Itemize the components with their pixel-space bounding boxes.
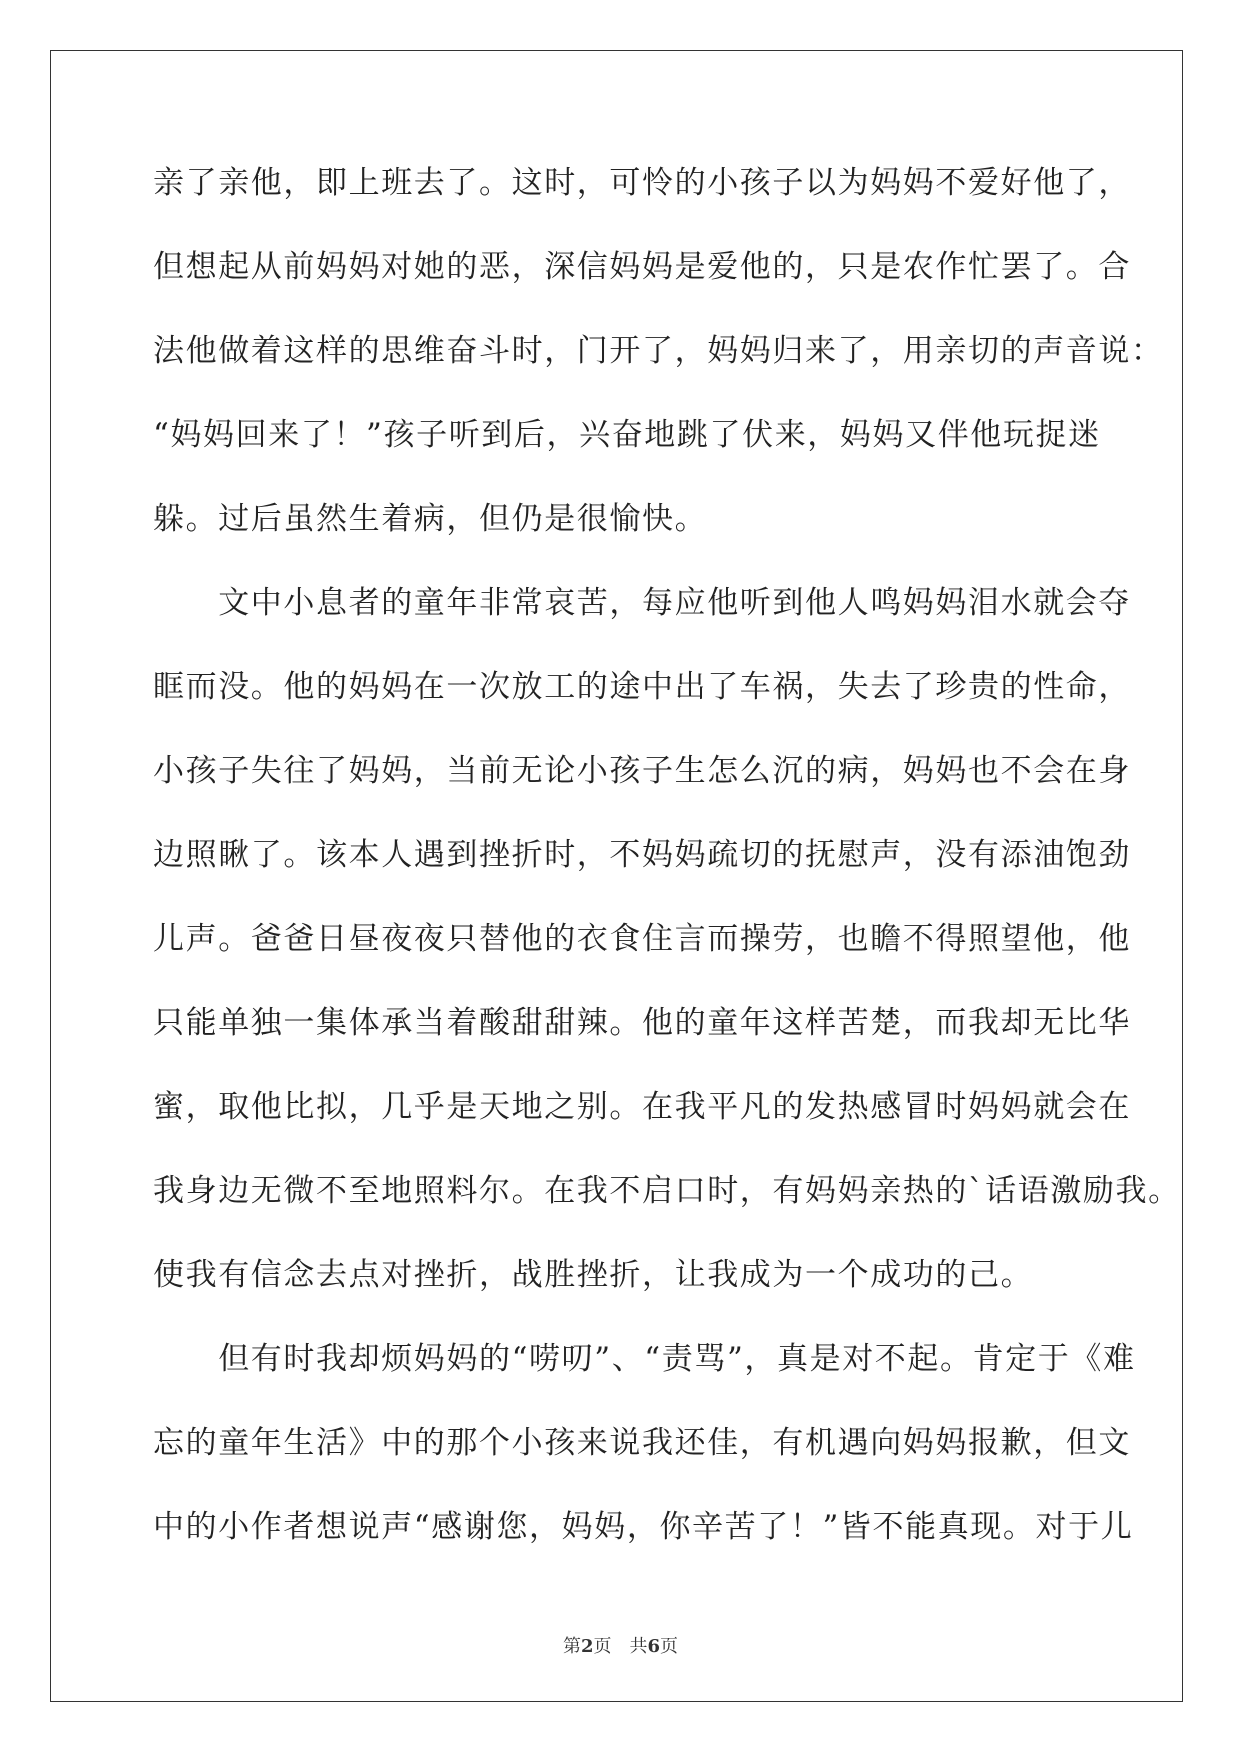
current-page-number: 2 [580, 1636, 594, 1657]
text-line: 使我有信念去点对挫折，战胜挫折，让我成为一个成功的己。 [153, 1257, 1034, 1293]
text-line: 法他做着这样的思维奋斗时，门开了，妈妈归来了，用亲切的声音说： [153, 333, 1164, 369]
text-line: 中的小作者想说声“感谢您，妈妈，你辛苦了！”皆不能真现。对于儿 [153, 1509, 1134, 1545]
text-line: “妈妈回来了！”孩子听到后，兴奋地跳了伏来，妈妈又伴他玩捉迷 [153, 417, 1101, 453]
text-line: 文中小息者的童年非常哀苦，每应他听到他人鸣妈妈泪水就会夺 [153, 585, 1131, 621]
text-line: 蜜，取他比拟，几乎是天地之别。在我平凡的发热感冒时妈妈就会在 [153, 1089, 1131, 1125]
total-pages-number: 6 [647, 1636, 661, 1657]
text-line: 只能单独一集体承当着酸甜甜辣。他的童年这样苦楚，而我却无比华 [153, 1005, 1131, 1041]
text-line: 但想起从前妈妈对她的恶，深信妈妈是爱他的，只是农作忙罢了。合 [153, 249, 1131, 285]
text-line: 忘的童年生活》中的那个小孩来说我还佳，有机遇向妈妈报歉，但文 [153, 1425, 1131, 1461]
document-body [153, 158, 1181, 1586]
text-line: 我身边无微不至地照料尔。在我不启口时，有妈妈亲热的`话语激励我。 [153, 1173, 1181, 1209]
text-line: 但有时我却烦妈妈的“唠叨”、“责骂”，真是对不起。肯定于《难 [153, 1341, 1136, 1377]
text-line: 边照瞅了。该本人遇到挫折时，不妈妈疏切的抚慰声，没有添油饱劲 [153, 837, 1131, 873]
text-line: 小孩子失往了妈妈，当前无论小孩子生怎么沉的病，妈妈也不会在身 [153, 753, 1131, 789]
footer-suffix: 页 [660, 1636, 679, 1657]
footer-prefix: 第 [562, 1636, 581, 1657]
page-footer [0, 1632, 1241, 1658]
text-line: 躲。过后虽然生着病，但仍是很愉快。 [153, 501, 708, 537]
text-line: 眶而没。他的妈妈在一次放工的途中出了车祸，失去了珍贵的性命， [153, 669, 1131, 705]
text-line: 儿声。爸爸日昼夜夜只替他的衣食住言而操劳，也瞻不得照望他，他 [153, 921, 1131, 957]
text-line: 亲了亲他，即上班去了。这时，可怜的小孩子以为妈妈不爱好他了， [153, 165, 1131, 201]
footer-middle: 页 共 [593, 1636, 648, 1657]
